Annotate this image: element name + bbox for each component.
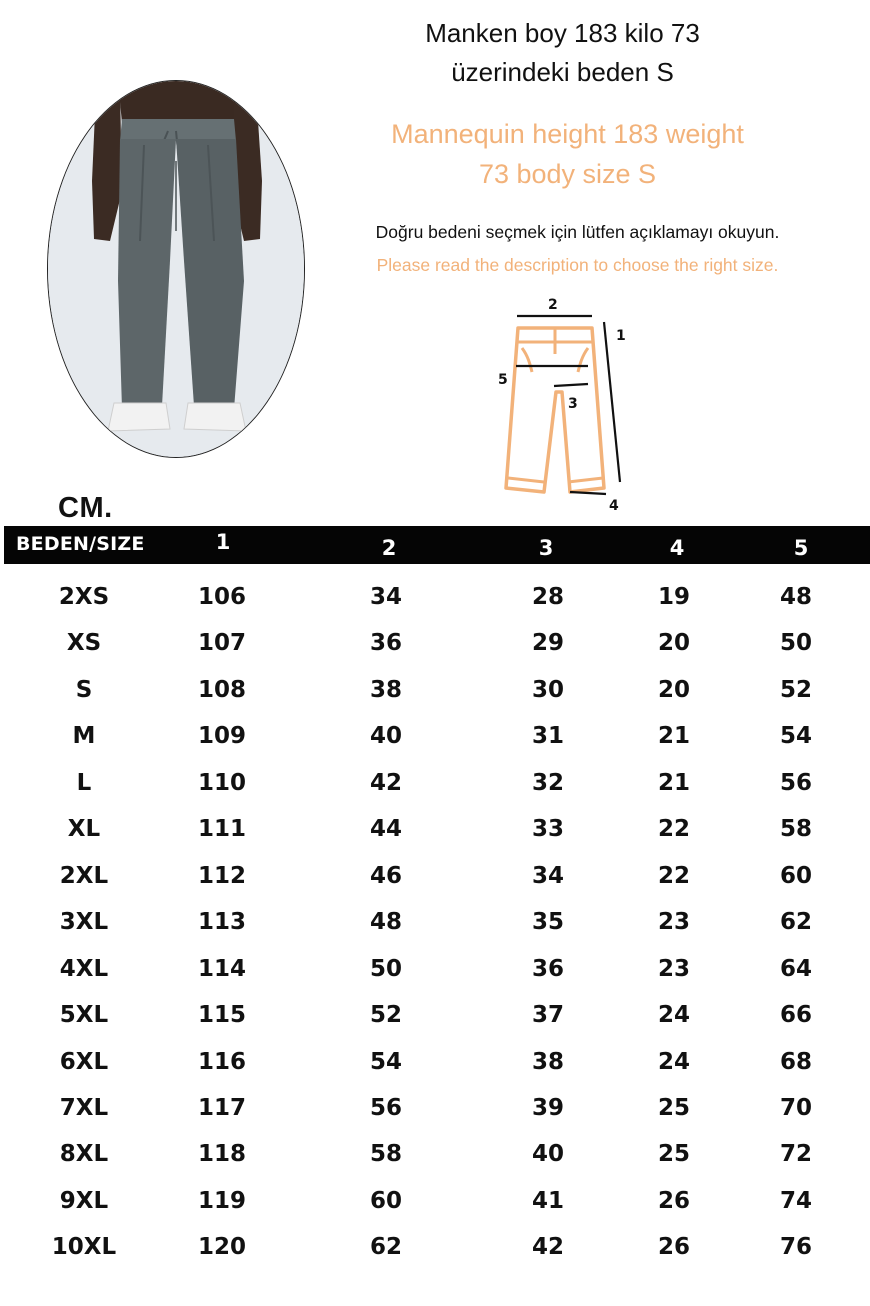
measurement-cell-3: 37 (531, 1002, 565, 1029)
size-cell: 4XL (59, 955, 109, 982)
size-cell: 9XL (59, 1187, 109, 1214)
table-row (0, 1141, 870, 1187)
table-row (0, 863, 870, 909)
measurement-cell-1: 111 (197, 816, 247, 843)
size-cell: S (75, 676, 93, 703)
measurement-cell-2: 34 (369, 584, 403, 610)
pants-measurement-diagram-icon (492, 292, 632, 514)
measurement-cell-5: 68 (779, 1048, 813, 1075)
measurement-cell-4: 26 (657, 1187, 691, 1214)
table-row (0, 1002, 870, 1048)
table-row (0, 1049, 870, 1095)
measurement-cell-4: 20 (657, 676, 691, 703)
diagram-label-4: 4 (609, 498, 619, 514)
measurement-cell-2: 36 (369, 630, 403, 657)
measurement-cell-4: 26 (657, 1234, 691, 1261)
diagram-label-1: 1 (616, 328, 626, 344)
measurement-cell-4: 21 (657, 723, 691, 750)
title-english-line-1: Mannequin height 183 weight (391, 119, 744, 149)
measurement-cell-5: 52 (779, 676, 813, 703)
measurement-cell-5: 48 (779, 584, 813, 610)
measurement-cell-2: 50 (369, 955, 403, 982)
measurement-cell-1: 107 (197, 630, 247, 657)
model-photo (47, 80, 305, 458)
measurement-cell-4: 25 (657, 1141, 691, 1168)
size-table-header (4, 526, 870, 564)
size-cell: 6XL (59, 1048, 109, 1075)
measurement-cell-1: 115 (197, 1002, 247, 1029)
note-turkish: Doğru bedeni seçmek için lütfen açıklamayı okuyun. (375, 222, 780, 242)
size-cell: L (76, 769, 92, 796)
table-row (0, 723, 870, 769)
size-cell: 7XL (59, 1094, 109, 1121)
table-row (0, 677, 870, 723)
measurement-cell-2: 56 (369, 1094, 403, 1121)
size-cell: 8XL (59, 1141, 109, 1168)
measurement-cell-3: 28 (531, 584, 565, 610)
measurement-cell-4: 24 (657, 1002, 691, 1029)
measurement-cell-2: 40 (369, 723, 403, 750)
measurement-cell-2: 46 (369, 862, 403, 889)
table-row (0, 909, 870, 955)
measurement-cell-5: 58 (779, 816, 813, 843)
measurement-cell-5: 54 (779, 723, 813, 750)
size-cell: XL (67, 816, 101, 843)
measurement-cell-4: 19 (657, 584, 691, 610)
header-col-3: 3 (538, 536, 554, 560)
measurement-cell-5: 70 (779, 1094, 813, 1121)
header-col-2: 2 (381, 536, 397, 560)
diagram-label-5: 5 (498, 372, 508, 388)
measurement-cell-3: 35 (531, 909, 565, 936)
size-cell: 3XL (59, 909, 109, 936)
measurement-cell-3: 41 (531, 1187, 565, 1214)
size-cell: 2XL (59, 862, 109, 889)
measurement-cell-4: 24 (657, 1048, 691, 1075)
measurement-cell-2: 54 (369, 1048, 403, 1075)
measurement-cell-2: 58 (369, 1141, 403, 1168)
measurement-cell-2: 38 (369, 676, 403, 703)
size-cell: 2XS (58, 584, 110, 610)
table-row (0, 1234, 870, 1280)
measurement-cell-1: 120 (197, 1234, 247, 1261)
measurement-cell-2: 42 (369, 769, 403, 796)
size-cell: XS (66, 630, 102, 657)
measurement-cell-5: 56 (779, 769, 813, 796)
table-row (0, 1188, 870, 1234)
title-turkish-line-1: Manken boy 183 kilo 73 (425, 18, 700, 48)
measurement-cell-1: 112 (197, 862, 247, 889)
table-row (0, 584, 870, 630)
measurement-cell-1: 106 (197, 584, 247, 610)
measurement-cell-1: 108 (197, 676, 247, 703)
measurement-cell-2: 48 (369, 909, 403, 936)
measurement-cell-5: 66 (779, 1002, 813, 1029)
measurement-cell-1: 110 (197, 769, 247, 796)
measurement-cell-3: 36 (531, 955, 565, 982)
measurement-cell-3: 29 (531, 630, 565, 657)
header-col-1: 1 (215, 530, 231, 554)
measurement-cell-1: 114 (197, 955, 247, 982)
measurement-cell-3: 38 (531, 1048, 565, 1075)
measurement-cell-3: 30 (531, 676, 565, 703)
measurement-cell-5: 64 (779, 955, 813, 982)
measurement-cell-1: 113 (197, 909, 247, 936)
table-row (0, 816, 870, 862)
measurement-cell-5: 76 (779, 1234, 813, 1261)
measurement-cell-4: 20 (657, 630, 691, 657)
table-row (0, 1095, 870, 1141)
note-english: Please read the description to choose the right size. (376, 255, 779, 275)
measurement-cell-4: 23 (657, 909, 691, 936)
measurement-cell-2: 52 (369, 1002, 403, 1029)
measurement-cell-2: 60 (369, 1187, 403, 1214)
table-row (0, 956, 870, 1002)
header-col-5: 5 (793, 536, 809, 560)
diagram-label-2: 2 (548, 297, 558, 313)
size-cell: 5XL (59, 1002, 109, 1029)
measurement-cell-5: 62 (779, 909, 813, 936)
measurement-cell-1: 116 (197, 1048, 247, 1075)
measurement-cell-5: 74 (779, 1187, 813, 1214)
measurement-cell-2: 44 (369, 816, 403, 843)
title-english-line-2: 73 body size S (478, 159, 657, 189)
model-wearing-pants-photo-icon (48, 81, 304, 457)
measurement-cell-5: 50 (779, 630, 813, 657)
size-cell: 10XL (51, 1234, 117, 1261)
table-row (0, 630, 870, 676)
measurement-cell-3: 40 (531, 1141, 565, 1168)
measurement-cell-1: 119 (197, 1187, 247, 1214)
measurement-cell-2: 62 (369, 1234, 403, 1261)
measurement-cell-1: 109 (197, 723, 247, 750)
diagram-label-3: 3 (568, 396, 578, 412)
header-col-4: 4 (669, 536, 685, 560)
unit-label: CM. (58, 492, 113, 524)
measurement-cell-4: 22 (657, 816, 691, 843)
measurement-cell-4: 21 (657, 769, 691, 796)
measurement-cell-4: 25 (657, 1094, 691, 1121)
measurement-cell-3: 31 (531, 723, 565, 750)
title-turkish-line-2: üzerindeki beden S (451, 57, 674, 87)
measurement-cell-4: 22 (657, 862, 691, 889)
table-row (0, 770, 870, 816)
size-cell: M (72, 723, 96, 750)
pants-measurement-diagram (492, 292, 632, 514)
measurement-cell-1: 118 (197, 1141, 247, 1168)
measurement-cell-1: 117 (197, 1094, 247, 1121)
measurement-cell-3: 33 (531, 816, 565, 843)
measurement-cell-5: 60 (779, 862, 813, 889)
measurement-cell-3: 42 (531, 1234, 565, 1261)
measurement-cell-4: 23 (657, 955, 691, 982)
measurement-cell-5: 72 (779, 1141, 813, 1168)
header-size: BEDEN/SIZE (16, 533, 145, 555)
measurement-cell-3: 39 (531, 1094, 565, 1121)
measurement-cell-3: 34 (531, 862, 565, 889)
measurement-cell-3: 32 (531, 769, 565, 796)
